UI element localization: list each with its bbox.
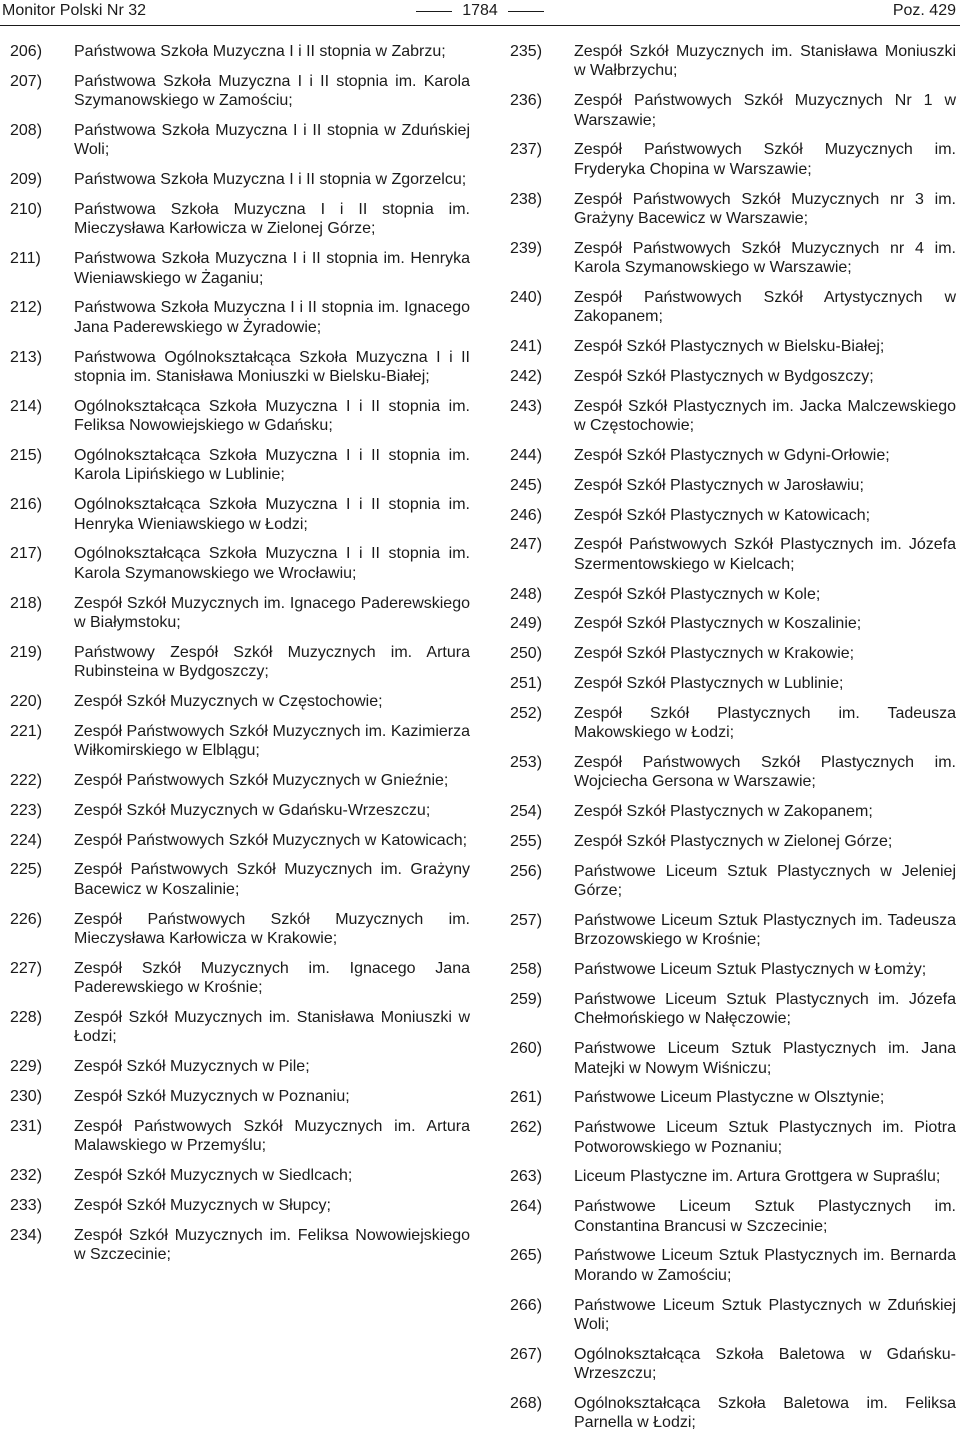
page-number: 1784: [462, 2, 498, 19]
entry-number: 224): [10, 831, 43, 849]
entry-number: 241): [510, 338, 543, 356]
entry-number: 207): [10, 72, 43, 90]
entry-number: 267): [510, 1345, 543, 1363]
list-item: [10, 42, 470, 61]
entry-number: 223): [10, 801, 43, 819]
entry-text: Zespół Szkół Plastycznych im. Tadeusza Makowskiego w Łodzi;: [574, 704, 956, 742]
entry-number: 268): [510, 1395, 543, 1413]
header-rule: [0, 25, 960, 26]
entry-text: Państwowe Liceum Sztuk Plastycznych w Zduńskiej Woli;: [574, 1296, 956, 1334]
entry-text: Zespół Szkół Muzycznych im. Ignacego Paderewskiego w Białymstoku;: [74, 594, 470, 632]
list-item: [10, 594, 470, 633]
entry-text: Zespół Państwowych Szkół Muzycznych Nr 1 w Warszawie;: [574, 92, 956, 129]
entry-text: Zespół Państwowych Szkół Muzycznych im. Fryderyka Chopina w Warszawie;: [574, 141, 956, 178]
entry-number: 210): [10, 201, 43, 218]
list-item: [510, 397, 956, 436]
entry-text: Państwowe Liceum Sztuk Plastycznych im. Piotra Potworowskiego w Poznaniu;: [574, 1119, 956, 1156]
entry-text: Zespół Państwowych Szkół Muzycznych im. Kazimierza Wiłkomirskiego w Elblągu;: [74, 722, 470, 760]
entry-number: 233): [10, 1196, 43, 1214]
entry-number: 263): [510, 1168, 543, 1186]
list-item: [10, 1057, 470, 1076]
entry-text: Zespół Szkół Plastycznych w Lublinie;: [574, 675, 844, 692]
list-item: [10, 1166, 470, 1185]
entry-text: Zespół Szkół Plastycznych w Krakowie;: [574, 645, 855, 663]
list-item: [10, 860, 470, 899]
entry-number: 255): [510, 833, 543, 850]
right-entry-list: [510, 42, 956, 1433]
list-item: [10, 298, 470, 337]
list-item: [10, 72, 470, 111]
dash-right: [508, 11, 544, 12]
entry-text: Państwowy Zespół Szkół Muzycznych im. Artura Rubinsteina w Bydgoszczy;: [74, 643, 470, 681]
entry-text: Zespół Szkół Muzycznych w Pile;: [74, 1058, 310, 1076]
entry-number: 225): [10, 861, 43, 879]
entry-text: Państwowa Szkoła Muzyczna I i II stopnia im. Mieczysława Karłowicza w Zielonej Górze;: [74, 201, 470, 238]
entry-text: Państwowa Szkoła Muzyczna I i II stopnia im. Karola Szymanowskiego w Zamościu;: [74, 72, 470, 110]
list-item: [510, 960, 956, 979]
list-item: [510, 704, 956, 743]
entry-text: Państwowa Szkoła Muzyczna I i II stopnia w Zgorzelcu;: [74, 171, 467, 189]
page-header: [0, 0, 960, 22]
entry-number: 259): [510, 991, 543, 1008]
entry-text: Państwowe Liceum Sztuk Plastycznych im. Józefa Chełmońskiego w Nałęczowie;: [574, 991, 956, 1028]
entry-text: Zespół Szkół Muzycznych im. Stanisława Moniuszki w Łodzi;: [74, 1009, 470, 1046]
entry-number: 237): [510, 141, 543, 159]
list-item: [10, 771, 470, 790]
entry-number: 238): [510, 190, 543, 208]
entry-text: Zespół Szkół Muzycznych im. Ignacego Jana Paderewskiego w Krośnie;: [74, 959, 470, 997]
entry-text: Zespół Państwowych Szkół Muzycznych nr 4 im. Karola Szymanowskiego w Warszawie;: [574, 239, 956, 277]
list-item: [510, 862, 956, 901]
entry-number: 206): [10, 43, 43, 60]
list-item: [10, 801, 470, 820]
entry-text: Państwowe Liceum Plastyczne w Olsztynie;: [574, 1089, 885, 1107]
entry-number: 236): [510, 92, 543, 110]
page-number-block: [0, 2, 960, 20]
entry-number: 230): [10, 1088, 43, 1106]
entry-number: 232): [10, 1167, 43, 1185]
list-item: [510, 1167, 956, 1186]
entry-number: 229): [10, 1058, 43, 1076]
entry-number: 258): [510, 961, 543, 979]
entry-text: Państwowa Ogólnokształcąca Szkoła Muzyczna I i II stopnia im. Stanisława Moniuszki w Bielsku-Białej;: [74, 348, 470, 386]
list-item: [10, 692, 470, 711]
entry-text: Zespół Szkół Plastycznych w Gdyni-Orłowie;: [574, 447, 890, 465]
entry-number: 235): [510, 43, 543, 60]
entry-number: 215): [10, 447, 43, 465]
entry-number: 231): [10, 1117, 43, 1135]
list-item: [510, 1246, 956, 1285]
list-item: [10, 1087, 470, 1106]
list-item: [510, 1118, 956, 1157]
list-item: [510, 446, 956, 465]
list-item: [10, 1196, 470, 1215]
list-item: [510, 1197, 956, 1236]
list-item: [510, 288, 956, 327]
entry-text: Zespół Szkół Plastycznych im. Jacka Malczewskiego w Częstochowie;: [574, 397, 956, 435]
list-item: [510, 990, 956, 1029]
list-item: [510, 614, 956, 633]
entry-number: 213): [10, 348, 43, 366]
entry-number: 249): [510, 615, 543, 633]
list-item: [510, 1296, 956, 1335]
entry-number: 260): [510, 1040, 543, 1058]
list-item: [510, 91, 956, 130]
entry-text: Zespół Państwowych Szkół Muzycznych im. Mieczysława Karłowicza w Krakowie;: [74, 910, 470, 948]
entry-number: 209): [10, 171, 43, 189]
entry-text: Ogólnokształcąca Szkoła Baletowa im. Feliksa Parnella w Łodzi;: [574, 1395, 956, 1432]
entry-number: 216): [10, 496, 43, 514]
entry-text: Zespół Państwowych Szkół Muzycznych nr 3 im. Grażyny Bacewicz w Warszawie;: [574, 190, 956, 228]
entry-number: 242): [510, 368, 543, 386]
entry-text: Państwowa Szkoła Muzyczna I i II stopnia w Zabrzu;: [74, 43, 446, 60]
entry-number: 266): [510, 1296, 543, 1314]
entry-text: Zespół Państwowych Szkół Artystycznych w Zakopanem;: [574, 289, 956, 326]
list-item: [10, 397, 470, 436]
list-item: [10, 348, 470, 387]
list-item: [510, 1345, 956, 1384]
entry-text: Państwowa Szkoła Muzyczna I i II stopnia w Zduńskiej Woli;: [74, 122, 470, 159]
entry-text: Zespół Szkół Plastycznych w Kole;: [574, 585, 821, 603]
list-item: [10, 544, 470, 583]
entry-text: Państwowe Liceum Sztuk Plastycznych im. Tadeusza Brzozowskiego w Krośnie;: [574, 912, 956, 949]
entry-text: Zespół Szkół Plastycznych w Koszalinie;: [574, 615, 862, 633]
entry-text: Zespół Szkół Muzycznych w Siedlcach;: [74, 1167, 353, 1185]
entry-number: 234): [10, 1226, 43, 1244]
entry-text: Państwowa Szkoła Muzyczna I i II stopnia im. Henryka Wieniawskiego w Żaganiu;: [74, 250, 470, 287]
entry-number: 214): [10, 397, 43, 415]
list-item: [10, 643, 470, 682]
entry-number: 264): [510, 1198, 543, 1216]
entry-text: Zespół Szkół Plastycznych w Bielsku-Białej;: [574, 338, 885, 356]
entry-number: 212): [10, 299, 43, 317]
entry-text: Liceum Plastyczne im. Artura Grottgera w Supraślu;: [574, 1168, 941, 1186]
entry-number: 226): [10, 910, 43, 928]
entry-number: 247): [510, 536, 543, 554]
entry-number: 250): [510, 645, 543, 663]
entry-number: 243): [510, 397, 543, 415]
list-item: [510, 753, 956, 792]
list-item: [510, 802, 956, 821]
entry-number: 222): [10, 772, 43, 790]
entry-text: Zespół Szkół Plastycznych w Katowicach;: [574, 506, 871, 524]
entry-text: Zespół Państwowych Szkół Plastycznych im. Wojciecha Gersona w Warszawie;: [574, 754, 956, 791]
list-item: [10, 959, 470, 998]
list-item: [510, 644, 956, 663]
entry-number: 208): [10, 122, 43, 139]
entry-number: 218): [10, 594, 43, 612]
entry-number: 254): [510, 803, 543, 821]
entry-text: Państwowe Liceum Sztuk Plastycznych w Jeleniej Górze;: [574, 862, 956, 900]
entry-text: Państwowe Liceum Sztuk Plastycznych im. Bernarda Morando w Zamościu;: [574, 1247, 956, 1284]
entry-number: 211): [10, 250, 41, 268]
list-item: [510, 832, 956, 851]
entry-text: Zespół Szkół Muzycznych w Częstochowie;: [74, 693, 383, 711]
entry-number: 239): [510, 239, 543, 257]
entry-number: 244): [510, 447, 543, 465]
left-column: [10, 42, 470, 1275]
list-item: [510, 911, 956, 950]
entry-number: 256): [510, 862, 543, 880]
entry-number: 221): [10, 722, 43, 740]
dash-left: [416, 11, 452, 12]
entry-text: Zespół Szkół Plastycznych w Bydgoszczy;: [574, 368, 874, 386]
list-item: [510, 535, 956, 574]
entry-number: 245): [510, 476, 543, 494]
entry-text: Ogólnokształcąca Szkoła Muzyczna I i II stopnia im. Karola Szymanowskiego we Wrocławiu;: [74, 545, 470, 582]
entry-text: Ogólnokształcąca Szkoła Muzyczna I i II stopnia im. Henryka Wieniawskiego w Łodzi;: [74, 496, 470, 533]
entry-number: 228): [10, 1009, 43, 1027]
entry-number: 252): [510, 704, 543, 722]
list-item: [510, 674, 956, 693]
list-item: [10, 722, 470, 761]
list-item: [510, 1394, 956, 1433]
list-item: [510, 476, 956, 495]
entry-number: 220): [10, 693, 43, 711]
entry-text: Ogólnokształcąca Szkoła Muzyczna I i II stopnia im. Karola Lipińskiego w Lublinie;: [74, 447, 470, 484]
list-item: [510, 506, 956, 525]
list-item: [510, 239, 956, 278]
list-item: [10, 446, 470, 485]
list-item: [510, 140, 956, 179]
entry-text: Państwowe Liceum Sztuk Plastycznych im. Constantina Brancusi w Szczecinie;: [574, 1198, 956, 1235]
entry-text: Zespół Państwowych Szkół Muzycznych w Katowicach;: [74, 831, 468, 849]
list-item: [10, 1117, 470, 1156]
entry-text: Zespół Państwowych Szkół Plastycznych im. Józefa Szermentowskiego w Kielcach;: [574, 536, 956, 573]
list-item: [10, 170, 470, 189]
entry-number: 251): [510, 675, 543, 692]
entry-number: 227): [10, 959, 43, 977]
entry-text: Zespół Szkół Plastycznych w Zakopanem;: [574, 803, 873, 821]
right-column: [510, 42, 956, 1443]
entry-text: Zespół Szkół Plastycznych w Zielonej Górze;: [574, 833, 893, 850]
entry-text: Zespół Szkół Muzycznych w Poznaniu;: [74, 1088, 350, 1106]
entry-number: 248): [510, 585, 543, 603]
entry-number: 253): [510, 754, 543, 771]
entry-text: Zespół Szkół Muzycznych w Gdańsku-Wrzeszczu;: [74, 801, 431, 819]
entry-number: 217): [10, 545, 43, 563]
list-item: [10, 1226, 470, 1265]
entry-text: Zespół Szkół Muzycznych im. Feliksa Nowowiejskiego w Szczecinie;: [74, 1226, 470, 1264]
entry-text: Państwowa Szkoła Muzyczna I i II stopnia im. Ignacego Jana Paderewskiego w Żyradowie;: [74, 299, 470, 336]
entry-text: Zespół Szkół Muzycznych w Słupcy;: [74, 1196, 331, 1214]
entry-number: 240): [510, 289, 543, 307]
list-item: [10, 831, 470, 850]
entry-text: Ogólnokształcąca Szkoła Baletowa w Gdańsku-Wrzeszczu;: [574, 1345, 956, 1383]
entry-number: 261): [510, 1089, 543, 1107]
entry-text: Zespół Szkół Plastycznych w Jarosławiu;: [574, 476, 864, 494]
list-item: [510, 585, 956, 604]
list-item: [10, 121, 470, 160]
entry-text: Zespół Szkół Muzycznych im. Stanisława Moniuszki w Wałbrzychu;: [574, 43, 956, 80]
entry-number: 265): [510, 1247, 543, 1265]
entry-number: 257): [510, 912, 543, 929]
entry-number: 246): [510, 506, 543, 524]
list-item: [10, 495, 470, 534]
entry-text: Ogólnokształcąca Szkoła Muzyczna I i II stopnia im. Feliksa Nowowiejskiego w Gdańsku;: [74, 397, 470, 435]
position-number: Poz. 429: [892, 2, 956, 19]
entry-text: Państwowe Liceum Sztuk Plastycznych w Łomży;: [574, 961, 927, 979]
list-item: [510, 1088, 956, 1107]
left-entry-list: [10, 42, 470, 1264]
list-item: [510, 337, 956, 356]
journal-title: Monitor Polski Nr 32: [2, 2, 147, 19]
list-item: [10, 249, 470, 288]
list-item: [10, 910, 470, 949]
entry-text: Zespół Państwowych Szkół Muzycznych im. Grażyny Bacewicz w Koszalinie;: [74, 861, 470, 898]
list-item: [10, 200, 470, 239]
list-item: [510, 1039, 956, 1078]
list-item: [510, 190, 956, 229]
entry-text: Państwowe Liceum Sztuk Plastycznych im. Jana Matejki w Nowym Wiśniczu;: [574, 1040, 956, 1077]
entry-number: 219): [10, 643, 43, 661]
entry-text: Zespół Państwowych Szkół Muzycznych im. Artura Malawskiego w Przemyślu;: [74, 1117, 470, 1155]
list-item: [10, 1008, 470, 1047]
entry-text: Zespół Państwowych Szkół Muzycznych w Gnieźnie;: [74, 772, 449, 790]
entry-number: 262): [510, 1119, 543, 1137]
list-item: [510, 42, 956, 81]
list-item: [510, 367, 956, 386]
